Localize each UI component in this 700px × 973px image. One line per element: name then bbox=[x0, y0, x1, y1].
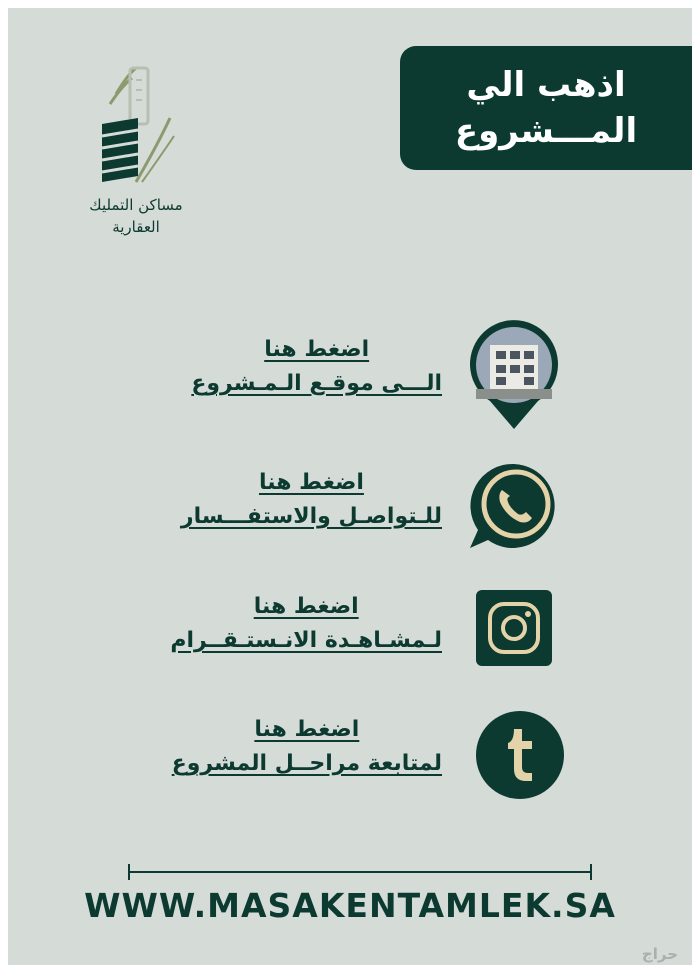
banner-line-2: المـــشروع bbox=[454, 111, 638, 151]
poster-card bbox=[8, 8, 692, 965]
project-progress-label[interactable]: لمتابعة مراحــل المشروع bbox=[171, 751, 442, 776]
project-location-link[interactable] bbox=[8, 333, 692, 443]
click-here-label[interactable]: اضغط هنا bbox=[253, 594, 359, 619]
footer-divider bbox=[128, 871, 592, 873]
instagram-icon[interactable] bbox=[476, 590, 552, 666]
company-logo bbox=[66, 64, 206, 244]
tumblr-icon[interactable] bbox=[474, 709, 566, 801]
banner-line-1: اذهب الي bbox=[466, 65, 626, 105]
click-here-label[interactable]: اضغط هنا bbox=[258, 470, 364, 495]
building-logo-icon bbox=[96, 64, 176, 184]
logo-line-2: العقارية bbox=[112, 218, 160, 236]
location-pin-icon[interactable] bbox=[466, 315, 562, 433]
watermark-text: حراج bbox=[641, 945, 678, 963]
whatsapp-contact-link[interactable] bbox=[8, 466, 692, 576]
instagram-view-label[interactable]: لـمشـاهـدة الانـستـقــرام bbox=[170, 628, 442, 653]
project-progress-link[interactable] bbox=[8, 713, 692, 823]
contact-inquiry-label[interactable]: للـتواصـل والاستفـــسار bbox=[180, 504, 442, 529]
click-here-label[interactable]: اضغط هنا bbox=[254, 717, 360, 742]
project-location-label[interactable]: الـــى موقـع الـمـشروع bbox=[191, 371, 442, 396]
website-url[interactable]: WWW.MASAKENTAMLEK.SA bbox=[84, 886, 616, 925]
whatsapp-icon[interactable] bbox=[466, 458, 562, 554]
instagram-link[interactable] bbox=[8, 590, 692, 700]
click-here-label[interactable]: اضغط هنا bbox=[264, 337, 370, 362]
go-to-project-banner bbox=[400, 46, 692, 170]
logo-line-1: مساكن التمليك bbox=[89, 196, 183, 214]
